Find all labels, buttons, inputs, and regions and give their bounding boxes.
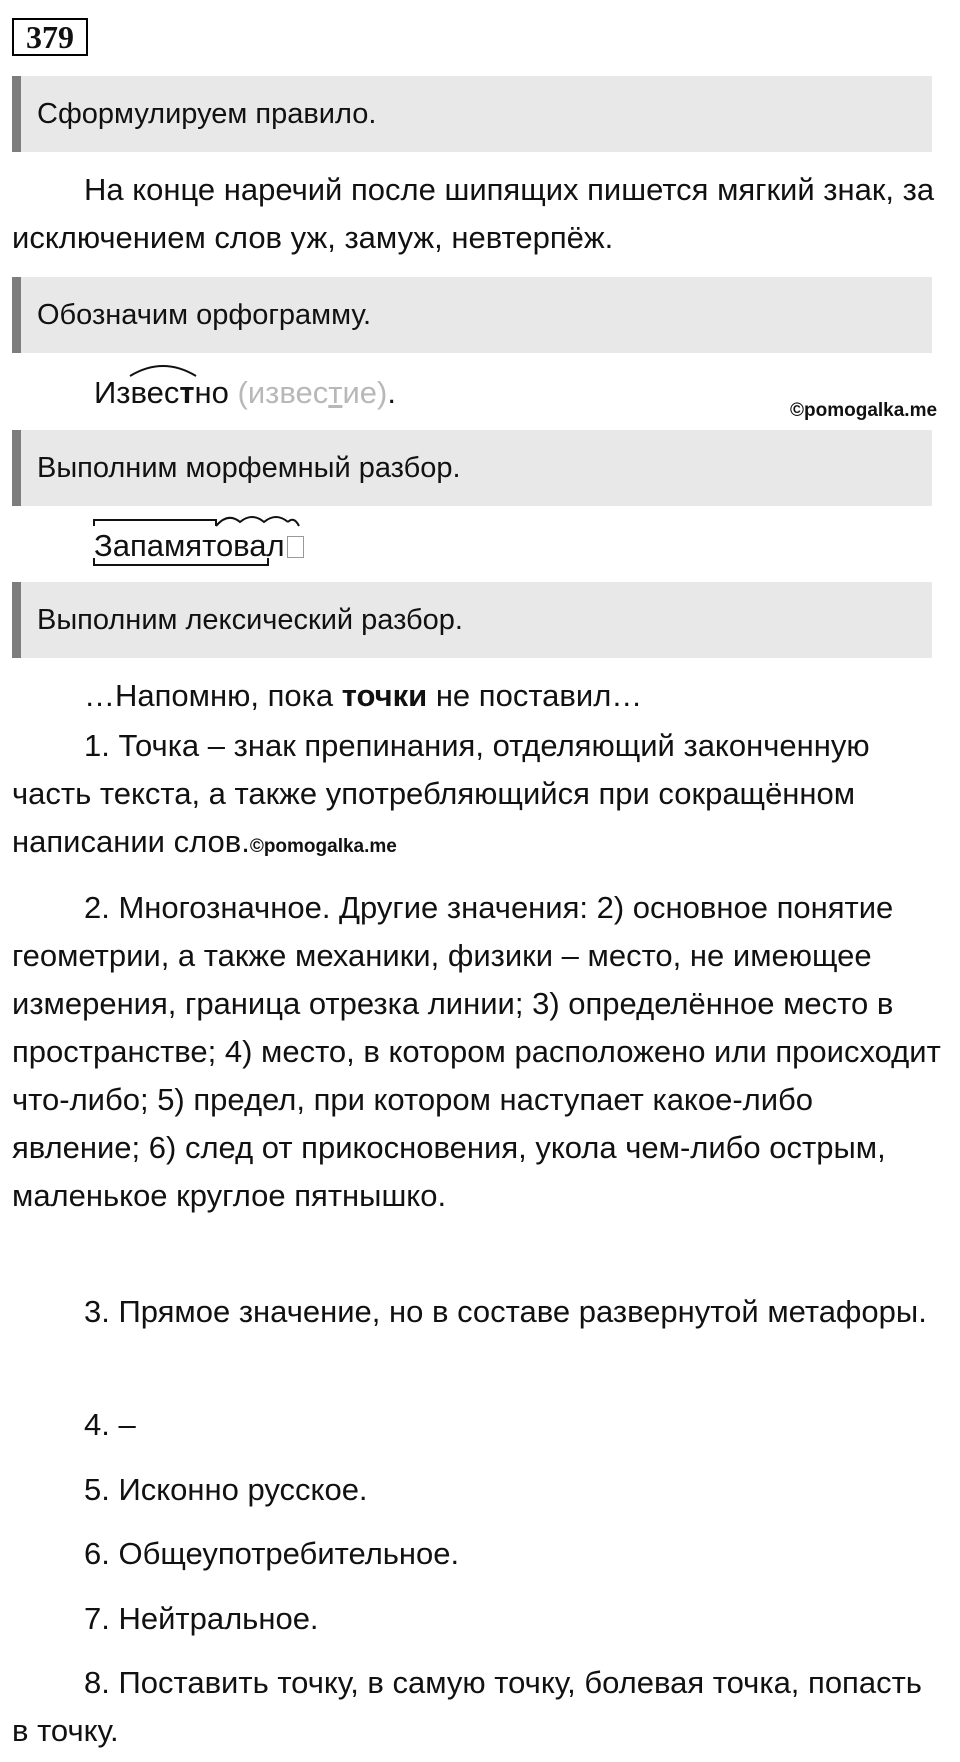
quote-end: не поставил… bbox=[427, 678, 643, 713]
lexical-header: Выполним лексический разбор. bbox=[12, 582, 932, 658]
check-word-letter: т bbox=[328, 375, 343, 410]
check-word-start: (извес bbox=[228, 375, 329, 410]
orthogram-word-start: Извес bbox=[94, 375, 180, 410]
lexical-item-1 bbox=[12, 722, 947, 871]
morpheme-word: Запамятовал bbox=[94, 528, 285, 563]
root-arc bbox=[128, 360, 198, 380]
watermark: ©pomogalka.me bbox=[790, 400, 938, 421]
orthogram-word-end: но bbox=[194, 375, 229, 410]
morpheme-header: Выполним морфемный разбор. bbox=[12, 430, 932, 506]
lexical-item-4: 4. – bbox=[84, 1407, 136, 1442]
quote-start: …Напомню, пока bbox=[84, 678, 342, 713]
lexical-item-2: 2. Многозначное. Другие значения: 2) основное понятие геометрии, а также механики, физики – место, не имеющее измерения, граница отрезка линии; 3) определённое место в пространстве; 4) место, в котором расположено или происходит что-либо; 5) предел, при котором наступает какое-либо явление; 6) след от прикосновения, укола чем-либо острым, маленькое круглое пятнышко. bbox=[12, 890, 941, 1213]
orthogram-header: Обозначим орфограмму. bbox=[12, 277, 932, 353]
lexical-item-5: 5. Исконно русское. bbox=[84, 1472, 368, 1507]
lexical-item-3: 3. Прямое значение, но в составе развернутой метафоры. bbox=[84, 1294, 927, 1329]
morpheme-marks bbox=[90, 512, 300, 572]
check-word-end: ие) bbox=[342, 375, 388, 410]
lexical-quote bbox=[12, 672, 947, 720]
inline-watermark: ©pomogalka.me bbox=[249, 836, 397, 857]
item-1-text: 1. Точка – знак препинания, отделяющий законченную часть текста, а также употребляющийся при сокращённом написании слов. bbox=[12, 728, 870, 859]
quote-bold-word: точки bbox=[341, 678, 428, 713]
rule-header: Сформулируем правило. bbox=[12, 76, 932, 152]
lexical-item-8: 8. Поставить точку, в самую точку, болевая точка, попасть в точку. bbox=[12, 1665, 922, 1748]
orthogram-dot: . bbox=[387, 375, 396, 410]
lexical-item-6: 6. Общеупотребительное. bbox=[84, 1536, 460, 1571]
rule-text: На конце наречий после шипящих пишется мягкий знак, за исключением слов уж, замуж, невтерпёж. bbox=[12, 172, 935, 255]
orthogram-letter: т bbox=[179, 375, 195, 410]
task-number: 379 bbox=[12, 18, 88, 56]
lexical-item-7: 7. Нейтральное. bbox=[84, 1601, 319, 1636]
